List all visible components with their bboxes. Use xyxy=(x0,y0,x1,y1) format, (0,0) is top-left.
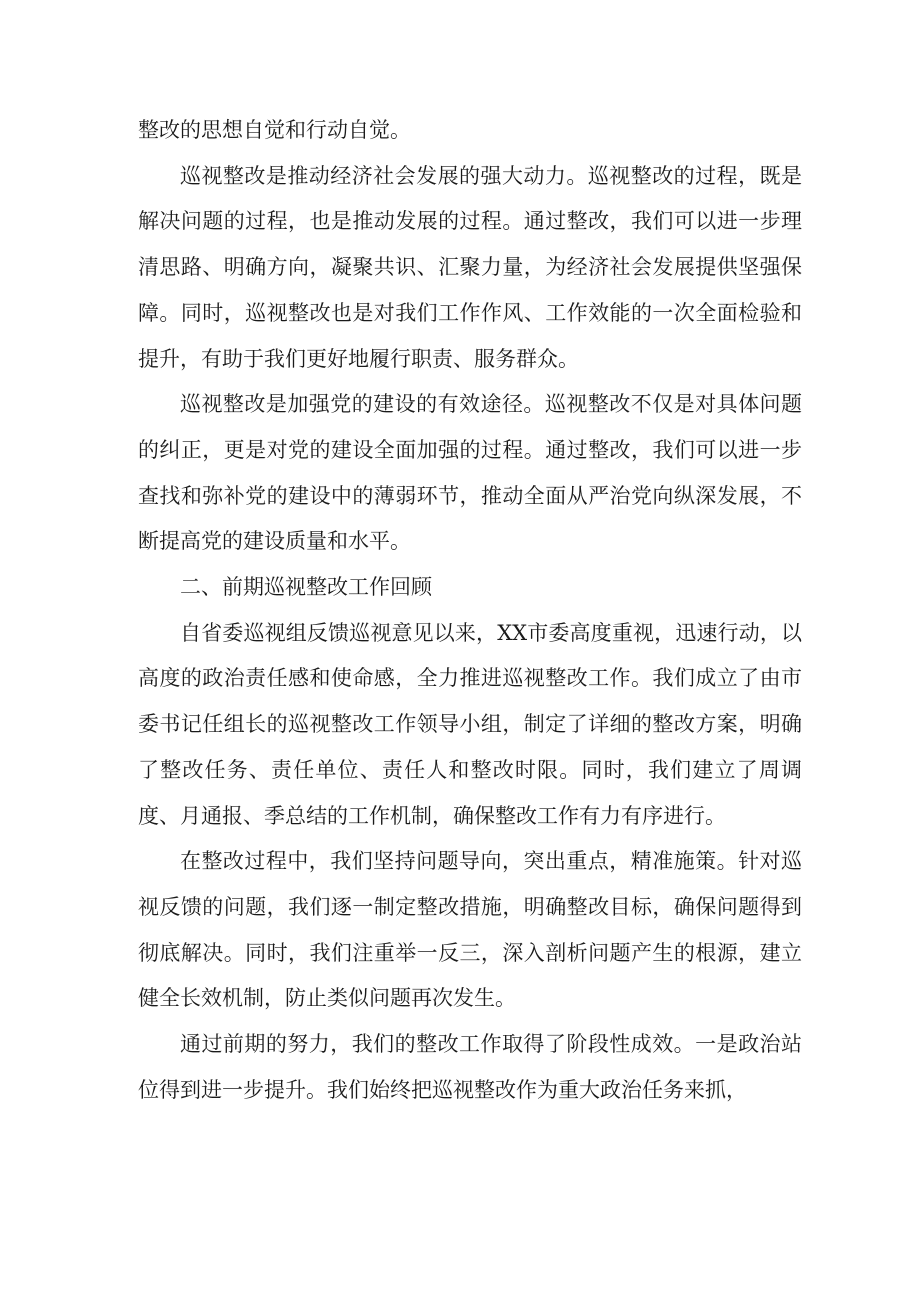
paragraph-development-driver: 巡视整改是推动经济社会发展的强大动力。巡视整改的过程，既是解决问题的过程，也是推动发展的过程。通过整改，我们可以进一步理清思路、明确方向，凝聚共识、汇聚力量，为经济社会发展提供坚强保障。同时，巡视整改也是对我们工作作风、工作效能的一次全面检验和提升，有助于我们更好地履行职责、服务群众。 xyxy=(138,163,802,371)
paragraph-achievements: 通过前期的努力，我们的整改工作取得了阶段性成效。一是政治站位得到进一步提升。我们始终把巡视整改作为重大政治任务来抓， xyxy=(138,1032,802,1102)
paragraph-party-building: 巡视整改是加强党的建设的有效途径。巡视整改不仅是对具体问题的纠正，更是对党的建设全面加强的过程。通过整改，我们可以进一步查找和弥补党的建设中的薄弱环节，推动全面从严治党向纵深发展，不断提高党的建设质量和水平。 xyxy=(138,392,802,554)
document-body xyxy=(138,108,802,1113)
paragraph-rectification-launch: 自省委巡视组反馈巡视意见以来，XX市委高度重视，迅速行动，以高度的政治责任感和使命感，全力推进巡视整改工作。我们成立了由市委书记任组长的巡视整改工作领导小组，制定了详细的整改方案，明确了整改任务、责任单位、责任人和整改时限。同时，我们建立了周调度、月通报、季总结的工作机制，确保整改工作有力有序进行。 xyxy=(138,620,802,828)
paragraph-continuation: 整改的思想自觉和行动自觉。 xyxy=(138,118,411,142)
section-heading: 二、前期巡视整改工作回顾 xyxy=(180,575,432,600)
paragraph-rectification-process: 在整改过程中，我们坚持问题导向，突出重点，精准施策。针对巡视反馈的问题，我们逐一制定整改措施，明确整改目标，确保问题得到彻底解决。同时，我们注重举一反三，深入剖析问题产生的根源，建立健全长效机制，防止类似问题再次发生。 xyxy=(138,849,802,1011)
